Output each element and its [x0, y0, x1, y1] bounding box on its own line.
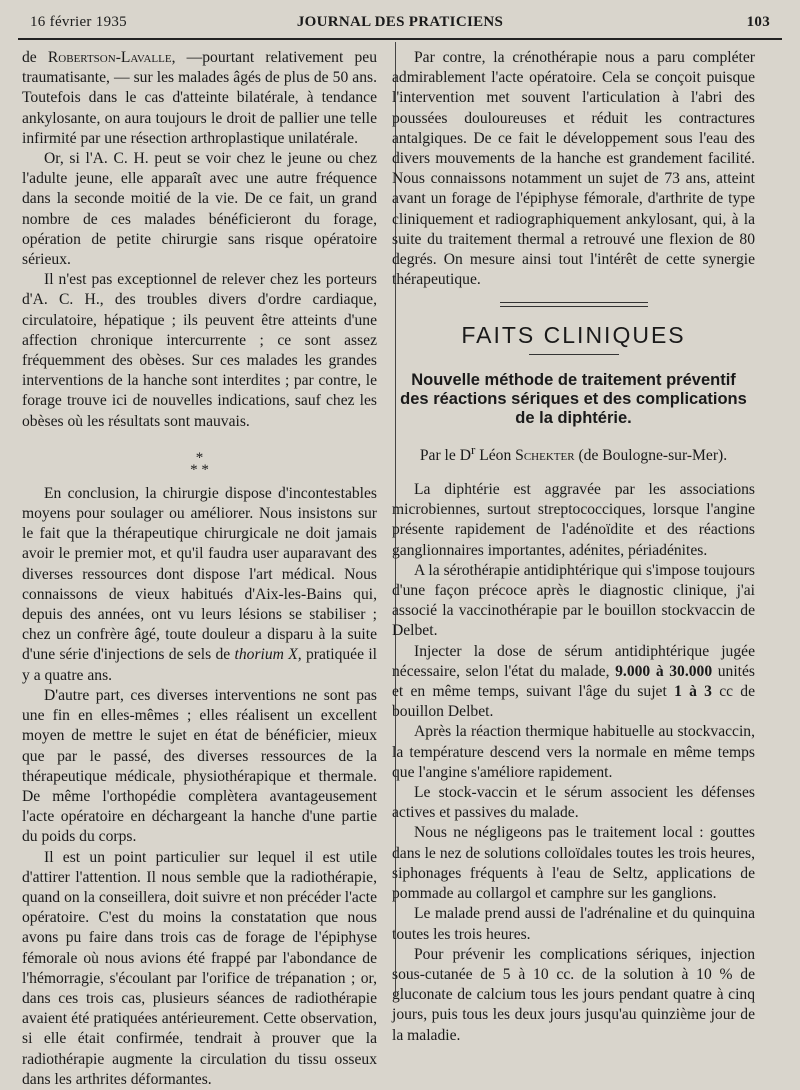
- paragraph: Il n'est pas exceptionnel de relever chez les porteurs d'A. C. H., des troubles divers d'ordre cardiaque, circulatoire, hépatique ; ils peuvent être atteints d'une affection chronique intercurrente ; ce sont assez fréquemment des obèses. Sur ces malades les grandes interventions de la hanche sont interdites ; par contre, le forage trouve ici de nouvelles indications, sauf chez les obèses où les résultats sont mauvais.: [22, 271, 377, 430]
- byline: Par le $D^r$ Léon Schekter (de Boulogne-sur-Mer).: [419, 441, 728, 464]
- paragraph: Pour prévenir les complications sériques, injection sous-cutanée de 5 à 10 cc. de la solution à 10 % de gluconate de calcium tous les jours pendant quatre à cinq jours, puis tous les deux jours jusqu'au quinzième jour de la maladie.: [392, 945, 755, 1044]
- paragraph: Le stock-vaccin et le sérum associent les défenses actives et passives du malade.: [392, 784, 755, 822]
- right-column: [392, 48, 755, 1046]
- paragraph: En conclusion, la chirurgie dispose d'incontestables moyens pour soulager ou améliorer. Nous insistons sur le fait que la thérapeutique chirurgicale ne doit jamais avoir le premier mot, et qu'il faudra user auparavant des diverses ressources dont dispose l'art médical. Nous connaissons de vieux habitués d'Aix-les-Bains qui, depuis des années, ont vu leurs lésions se stabiliser ; chez un confrère âgé, toute douleur a disparu à la suite d'une série d'injections de sels de thorium X, pratiquée il y a quatre ans.: [22, 484, 378, 684]
- decorative-double-rule: [500, 302, 648, 307]
- paragraph: D'autre part, ces diverses interventions ne sont pas une fin en elles-mêmes ; elles réalisent un excellent moyen de mettre le sujet en état de bénéficier, mieux que par le passé, des diverses ressources de la thérapeutique médicale, physiothérapique et thermale. De même l'orthopédie complètera avantageusement l'acte opératoire en déchargeant la hanche d'une partie du poids du corps.: [22, 686, 377, 846]
- page-header: [30, 14, 770, 36]
- italic-term: thorium X,: [234, 646, 302, 664]
- paragraph: Par contre, la crénothérapie nous a paru compléter admirablement l'acte opératoire. Cela se conçoit puisque l'intervention met souvent l'articulation à l'abri des poussées douloureuses et réduit les contractures antalgiques. De ce fait le développement sous l'eau des divers mouvements de la hanche est grandement facilité. Nous connaissons notamment un sujet de 73 ans, atteint avant un forage de l'épiphyse fémorale, d'arthrite de type cliniquement et radiographiquement ankylosant, qui, à la suite du traitement thermal a retrouvé une flexion de 80 degrés. On mesure ainsi tout l'intérêt de cette synergie thérapeutique.: [392, 49, 755, 289]
- paragraph: Il est un point particulier sur lequel il est utile d'attirer l'attention. Il nous semble que la radiothérapie, quand on la conseillera, doit suivre et non précéder l'acte opératoire. C'est du moins la constatation que nous avons pu faire dans trois cas de forage de l'épiphyse fémorale où nous avions été frappé par l'abondance de l'hémorragie, s'écoulant par l'orifice de trépanation ; or, dans ces trois cas, plusieurs séances de radiothérapie avaient été pratiquées antérieurement. Cette observation, si elle était confirmée, tendrait à prouver que la radiothérapie augmente la circulation du tissu osseux dans les arthrites déformantes.: [22, 848, 377, 1088]
- article-title: Nouvelle méthode de traitement préventif des réactions sériques et des complications de la diphtérie.: [400, 370, 747, 427]
- page-number: 103: [746, 14, 770, 30]
- paragraph: La diphtérie est aggravée par les associations microbiennes, surtout streptococciques, lorsque l'angine présente rapidement de l'adénoïdite et des réactions ganglionnaires importantes, adénites, périadénites.: [392, 481, 755, 559]
- paragraph: Injecter la dose de sérum antidiphtérique jugée nécessaire, selon l'état du malade, 9.000 à 30.000 unités et en même temps, suivant l'âge du sujet 1 à 3 cc de bouillon Delbet.: [392, 642, 756, 721]
- header-rule: [18, 38, 782, 40]
- header-date: 16 février 1935: [30, 14, 127, 30]
- section-title: FAITS CLINIQUES: [461, 322, 686, 349]
- left-column: [22, 48, 377, 1090]
- paragraph: Après la réaction thermique habituelle au stockvaccin, la température descend vers la normale en même temps que l'angine s'améliore rapidement.: [392, 723, 755, 781]
- journal-title: JOURNAL DES PRATICIENS: [296, 14, 504, 30]
- paragraph: de Robertson-Lavalle, —pourtant relativement peu traumatisante, — sur les malades âgés de plus de 50 ans. Toutefois dans le cas d'atteinte bilatérale, à tendance ankylosante, on aura toujours le droit de pallier une telle infirmité par une résection arthroplastique unilatérale.: [22, 49, 377, 147]
- asterism-separator: * * *: [190, 449, 209, 478]
- paragraph: Or, si l'A. C. H. peut se voir chez le jeune ou chez l'adulte jeune, elle apparaît avec une autre fréquence dans la seconde moitié de la vie. De ce fait, un grand nombre de ces malades bénéficieront du forage, opération de petite chirurgie sans risque opératoire sérieux.: [22, 150, 377, 269]
- author-surname: Schekter: [515, 446, 575, 464]
- paragraph: Nous ne négligeons pas le traitement local : gouttes dans le nez de solutions colloïdales toutes les trois heures, siphonages fréquents à l'eau de Seltz, applications de pommade au collargol et camphre sur les ganglions.: [392, 824, 755, 903]
- paragraph: A la sérothérapie antidiphtérique qui s'impose toujours d'une façon précoce après le diagnostic clinique, j'ai associé la vaccinothérapie par le bouillon stockvaccin de Delbet.: [392, 561, 755, 640]
- paragraph: Le malade prend aussi de l'adrénaline et du quinquina toutes les trois heures.: [392, 905, 755, 943]
- author-name: Robertson-Lavalle,: [47, 49, 176, 66]
- section-rule: [529, 354, 619, 355]
